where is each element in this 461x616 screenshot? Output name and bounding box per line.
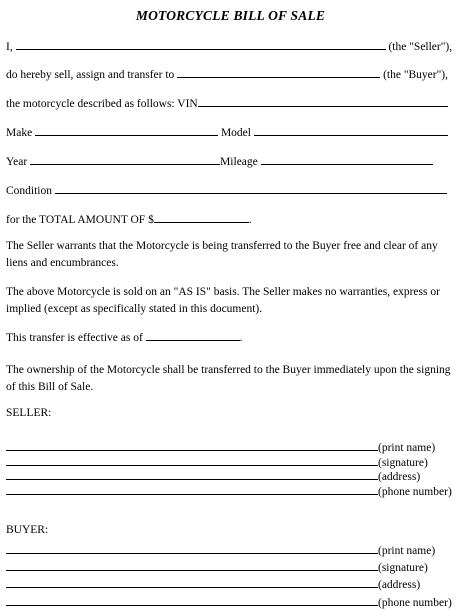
warranty-paragraph: The Seller warrants that the Motorcycle is being transferred to the Buyer free and clear of any liens and encumbrances. [6,240,438,269]
seller-print-name-label: (print name) [378,442,436,454]
buyer-signature-line [6,561,428,575]
amount-prefix: for the TOTAL AMOUNT OF $ [6,214,154,226]
effective-suffix: . [239,332,243,344]
seller-print-name-line [6,441,435,455]
buyer-address-line [6,578,420,592]
vin-label: the motorcycle described as follows: VIN [6,98,198,110]
make-model-line [6,126,457,140]
model-label: Model [220,127,251,139]
seller-suffix: (the "Seller"), [388,41,453,53]
seller-address-field[interactable] [6,470,378,480]
seller-address-line [6,470,420,484]
buyer-phone-label: (phone number) [378,597,452,609]
year-label: Year [6,156,28,168]
make-label: Make [6,127,33,139]
as-is-paragraph: The above Motorcycle is sold on an "AS IS" basis. The Seller makes no warranties, express or implied (except as specifically stated in this document). [6,286,440,315]
year-field[interactable] [30,155,220,165]
seller-signature-field[interactable] [6,456,378,466]
buyer-print-name-line [6,544,435,558]
seller-phone-line [6,485,452,499]
amount-field[interactable] [154,213,249,223]
buyer-signature-field[interactable] [6,561,378,571]
buyer-address-label: (address) [378,579,421,591]
buyer-heading: BUYER: [6,524,49,536]
buyer-address-field[interactable] [6,578,378,588]
condition-line [6,184,457,198]
seller-phone-field[interactable] [6,485,378,495]
model-field[interactable] [254,126,448,136]
vin-field[interactable] [198,97,448,107]
buyer-line [6,68,457,82]
seller-signature-line [6,456,428,470]
effective-date-line [6,331,457,345]
buyer-prefix: do hereby sell, assign and transfer to [6,69,175,81]
buyer-name-field[interactable] [177,68,380,78]
condition-field[interactable] [55,184,447,194]
effective-prefix: This transfer is effective as of [6,332,143,344]
ownership-paragraph: The ownership of the Motorcycle shall be transferred to the Buyer immediately upon the signing of this Bill of Sale. [6,364,451,393]
buyer-suffix: (the "Buyer"), [383,69,449,81]
buyer-phone-line [6,596,452,610]
amount-line [6,213,457,227]
seller-prefix: I, [6,41,13,53]
mileage-label: Mileage [220,156,258,168]
buyer-signature-label: (signature) [378,562,428,574]
buyer-print-name-field[interactable] [6,544,378,554]
effective-date-field[interactable] [146,331,240,341]
condition-label: Condition [6,185,53,197]
seller-phone-label: (phone number) [378,486,452,498]
buyer-phone-field[interactable] [6,596,378,606]
make-field[interactable] [35,126,218,136]
vin-line [6,97,457,111]
buyer-print-name-label: (print name) [378,545,436,557]
seller-heading: SELLER: [6,407,52,419]
seller-address-label: (address) [378,471,421,483]
document-title: MOTORCYCLE BILL OF SALE [135,8,326,23]
seller-line [6,40,457,54]
seller-print-name-field[interactable] [6,441,378,451]
amount-suffix: . [248,214,252,226]
year-mileage-line [6,155,457,169]
mileage-field[interactable] [261,155,433,165]
seller-name-field[interactable] [16,40,386,50]
seller-signature-label: (signature) [378,457,428,469]
